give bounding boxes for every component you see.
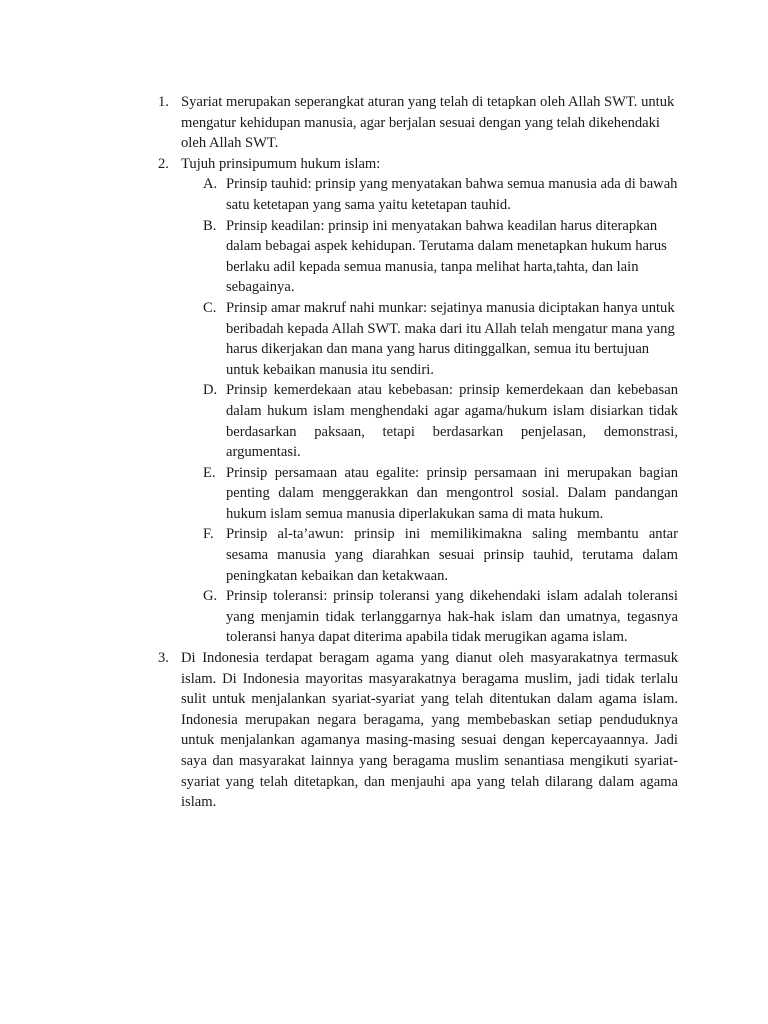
list-item-3 <box>0 648 678 813</box>
sublist-letter: C. <box>203 299 217 316</box>
sublist-letter: D. <box>203 382 218 399</box>
sublist-letter: E. <box>203 464 216 481</box>
sublist-item-c <box>181 298 678 380</box>
sublist-item-text: Prinsip persamaan atau egalite: prinsip persamaan ini merupakan bagian penting dalam menggerakkan dan mengontrol sosial. Dalam pandangan hukum islam semua manusia diperlakukan sama di mata hukum. <box>226 464 678 522</box>
sublist-letter: F. <box>203 526 214 543</box>
sublist-letter: G. <box>203 588 218 605</box>
list-item-text: Di Indonesia terdapat beragam agama yang dianut oleh masyarakatnya termasuk islam. Di Indonesia mayoritas masyarakatnya beragama muslim, jadi tidak terlalu sulit untuk menjalankan syariat-syariat yang telah ditentukan dalam agama islam. Indonesia merupakan negara beragama, yang membebaskan setiap penduduknya untuk menjalankan agamanya masing-masing sesuai dengan kepercayaannya. Jadi saya dan masyarakat lainnya yang beragama muslim senantiasa mengikuti syariat-syariat yang telah ditetapkan, dan menjauhi apa yang telah dilarang dalam agama islam. <box>181 650 678 811</box>
list-number: 3. <box>158 650 169 667</box>
sublist-item-g <box>181 586 678 648</box>
sublist-item-text: Prinsip al-ta’awun: prinsip ini memilikimakna saling membantu antar sesama manusia yang diarahkan sesuai prinsip tauhid, terutama dalam peningkatan kebaikan dan ketakwaan. <box>226 526 678 584</box>
list-number: 1. <box>158 94 169 110</box>
list-number: 2. <box>158 155 169 172</box>
list-item-text: Tujuh prinsipumum hukum islam: <box>181 155 381 172</box>
sublist-item-text: Prinsip kemerdekaan atau kebebasan: prinsip kemerdekaan dan kebebasan dalam hukum islam menghendaki agar agama/hukum islam disiarkan tidak berdasarkan paksaan, tetapi berdasarkan penjelasan, demonstrasi, argumentasi. <box>226 382 678 461</box>
sublist-letter: A. <box>203 176 218 193</box>
sublist-item-d <box>181 380 678 462</box>
list-item-1 <box>0 92 678 154</box>
lettered-sublist <box>181 174 678 648</box>
sublist-letter: B. <box>203 217 217 234</box>
sublist-item-e <box>181 463 678 525</box>
sublist-item-text: Prinsip tauhid: prinsip yang menyatakan bahwa semua manusia ada di bawah satu ketetapan yang sama yaitu ketetapan tauhid. <box>226 176 678 213</box>
sublist-item-text: Prinsip keadilan: prinsip ini menyatakan bahwa keadilan harus diterapkan dalam bebagai aspek kehidupan. Terutama dalam menetapkan hukum harus berlaku adil kepada semua manusia, tanpa melihat harta,tahta, dan lain sebagainya. <box>226 217 667 296</box>
sublist-item-f <box>181 524 678 586</box>
sublist-item-text: Prinsip toleransi: prinsip toleransi yang dikehendaki islam adalah toleransi yang menjamin tidak terlanggarnya hak-hak islam dan umatnya, tegasnya toleransi hanya dapat diterima apabila tidak merugikan agama islam. <box>226 588 678 646</box>
numbered-list <box>0 92 768 813</box>
list-item-text: Syariat merupakan seperangkat aturan yang telah di tetapkan oleh Allah SWT. untuk mengatur kehidupan manusia, agar berjalan sesuai dengan yang telah dikehendaki oleh Allah SWT. <box>181 94 675 152</box>
sublist-item-a <box>181 174 678 215</box>
list-item-2 <box>0 154 678 648</box>
sublist-item-b <box>181 216 678 298</box>
sublist-item-text: Prinsip amar makruf nahi munkar: sejatinya manusia diciptakan hanya untuk beribadah kepada Allah SWT. maka dari itu Allah telah mengatur mana yang harus dikerjakan dan mana yang harus ditinggalkan, semua itu bertujuan untuk kebaikan manusia itu sendiri. <box>226 299 675 378</box>
